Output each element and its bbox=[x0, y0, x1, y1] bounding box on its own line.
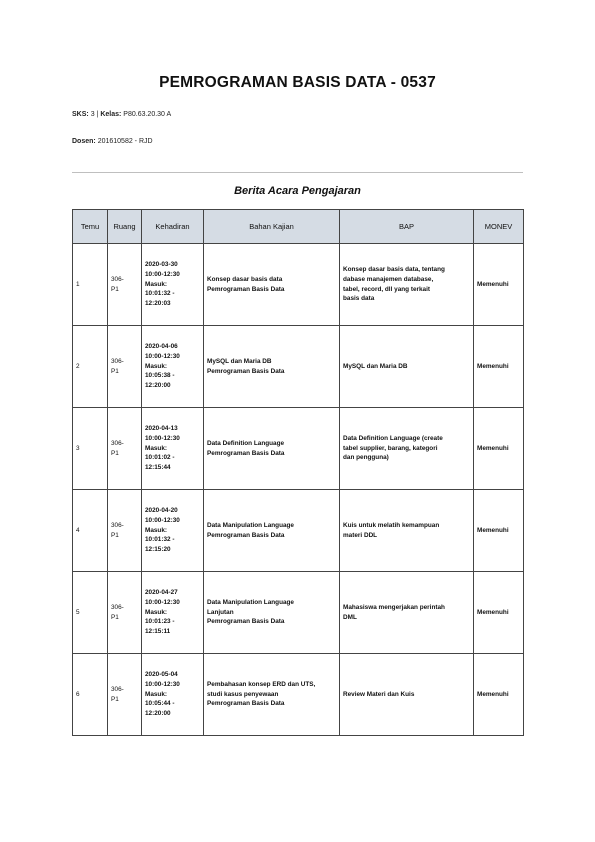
table-header-row bbox=[73, 210, 524, 244]
lecturer-meta bbox=[72, 138, 153, 145]
kehadiran-line: 2020-03-30 bbox=[145, 260, 178, 268]
ruang-line: 306- bbox=[111, 275, 124, 283]
bahan-line: Pemrograman Basis Data bbox=[207, 449, 285, 457]
kehadiran-line: 10:01:32 - bbox=[145, 290, 175, 298]
cell-temu: 2 bbox=[73, 326, 108, 408]
divider bbox=[72, 172, 523, 173]
cell-bahan-kajian bbox=[204, 244, 340, 326]
kehadiran-line: 10:01:32 - bbox=[145, 536, 175, 544]
table-row bbox=[73, 326, 524, 408]
cell-temu: 6 bbox=[73, 654, 108, 736]
ruang-line: 306- bbox=[111, 521, 124, 529]
cell-kehadiran bbox=[142, 244, 204, 326]
header-temu: Temu bbox=[73, 210, 108, 244]
bap-line: dabase manajemen database, bbox=[343, 275, 434, 283]
cell-temu: 3 bbox=[73, 408, 108, 490]
bahan-line: Pemrograman Basis Data bbox=[207, 531, 285, 539]
bahan-line: Data Definition Language bbox=[207, 439, 285, 447]
ruang-line: P1 bbox=[111, 367, 119, 375]
ruang-line: 306- bbox=[111, 685, 124, 693]
bap-line: tabel, record, dll yang terkait bbox=[343, 285, 431, 293]
cell-ruang bbox=[108, 244, 142, 326]
cell-temu: 5 bbox=[73, 572, 108, 654]
table-row bbox=[73, 244, 524, 326]
bahan-line: studi kasus penyewaan bbox=[207, 690, 279, 698]
cell-bahan-kajian bbox=[204, 408, 340, 490]
kehadiran-line: 12:20:03 bbox=[145, 300, 171, 308]
ruang-line: P1 bbox=[111, 285, 119, 293]
cell-monev: Memenuhi bbox=[474, 244, 524, 326]
kehadiran-line: Masuk: bbox=[145, 444, 168, 452]
ruang-line: 306- bbox=[111, 357, 124, 365]
bap-line: materi DDL bbox=[343, 531, 378, 539]
cell-kehadiran bbox=[142, 408, 204, 490]
bahan-line: Konsep dasar basis data bbox=[207, 275, 283, 283]
ruang-line: P1 bbox=[111, 695, 119, 703]
meta-separator: | bbox=[96, 111, 99, 118]
bahan-line: Data Manipulation Language bbox=[207, 521, 294, 529]
cell-bap bbox=[340, 654, 474, 736]
cell-monev: Memenuhi bbox=[474, 654, 524, 736]
header-bahan-kajian: Bahan Kajian bbox=[204, 210, 340, 244]
kehadiran-line: 10:01:02 - bbox=[145, 454, 175, 462]
kehadiran-line: 10:00-12:30 bbox=[145, 516, 180, 524]
kehadiran-line: 2020-04-20 bbox=[145, 506, 178, 514]
header-kehadiran: Kehadiran bbox=[142, 210, 204, 244]
cell-bap bbox=[340, 490, 474, 572]
cell-temu: 4 bbox=[73, 490, 108, 572]
table-row bbox=[73, 490, 524, 572]
cell-ruang bbox=[108, 654, 142, 736]
page-title: PEMROGRAMAN BASIS DATA - 0537 bbox=[159, 74, 436, 91]
kelas-label: Kelas: bbox=[100, 111, 122, 118]
section-title: Berita Acara Pengajaran bbox=[234, 185, 361, 197]
header-ruang: Ruang bbox=[108, 210, 142, 244]
kehadiran-line: 2020-04-06 bbox=[145, 342, 178, 350]
kehadiran-line: 10:05:38 - bbox=[145, 372, 175, 380]
kehadiran-line: 12:15:11 bbox=[145, 628, 171, 636]
sks-value: 3 bbox=[90, 111, 95, 118]
bahan-line: Pemrograman Basis Data bbox=[207, 618, 285, 626]
bahan-line: Pembahasan konsep ERD dan UTS, bbox=[207, 680, 316, 688]
table-row bbox=[73, 572, 524, 654]
cell-monev: Memenuhi bbox=[474, 326, 524, 408]
bahan-line: Lanjutan bbox=[207, 608, 234, 616]
cell-bap bbox=[340, 244, 474, 326]
bap-line: MySQL dan Maria DB bbox=[343, 362, 408, 370]
kehadiran-line: Masuk: bbox=[145, 690, 168, 698]
cell-ruang bbox=[108, 572, 142, 654]
cell-bap bbox=[340, 326, 474, 408]
kehadiran-line: 10:00-12:30 bbox=[145, 434, 180, 442]
kehadiran-line: 2020-04-27 bbox=[145, 588, 178, 596]
table-row bbox=[73, 654, 524, 736]
kehadiran-line: 10:00-12:30 bbox=[145, 352, 180, 360]
kehadiran-line: Masuk: bbox=[145, 526, 168, 534]
cell-monev: Memenuhi bbox=[474, 490, 524, 572]
table-row bbox=[73, 408, 524, 490]
cell-monev: Memenuhi bbox=[474, 408, 524, 490]
cell-bahan-kajian bbox=[204, 326, 340, 408]
kehadiran-line: Masuk: bbox=[145, 280, 168, 288]
cell-kehadiran bbox=[142, 572, 204, 654]
bap-line: tabel supplier, barang, kategori bbox=[343, 444, 438, 452]
bap-line: Data Definition Language (create bbox=[343, 434, 443, 442]
dosen-value: 201610582 - RJD bbox=[97, 138, 153, 145]
bap-line: Konsep dasar basis data, tentang bbox=[343, 265, 445, 273]
cell-bap bbox=[340, 572, 474, 654]
sks-label: SKS: bbox=[72, 111, 89, 118]
cell-temu: 1 bbox=[73, 244, 108, 326]
kehadiran-line: Masuk: bbox=[145, 608, 168, 616]
bahan-line: Pemrograman Basis Data bbox=[207, 285, 285, 293]
header-monev: MONEV bbox=[474, 210, 524, 244]
ruang-line: P1 bbox=[111, 449, 119, 457]
course-meta bbox=[72, 111, 171, 118]
bahan-line: MySQL dan Maria DB bbox=[207, 357, 272, 365]
bap-line: basis data bbox=[343, 295, 375, 303]
kehadiran-line: 10:00-12:30 bbox=[145, 270, 180, 278]
ruang-line: 306- bbox=[111, 603, 124, 611]
cell-bahan-kajian bbox=[204, 490, 340, 572]
kehadiran-line: 12:20:00 bbox=[145, 382, 171, 390]
cell-ruang bbox=[108, 326, 142, 408]
bap-line: Kuis untuk melatih kemampuan bbox=[343, 521, 440, 529]
cell-bahan-kajian bbox=[204, 654, 340, 736]
dosen-label: Dosen: bbox=[72, 138, 96, 145]
kehadiran-line: 10:00-12:30 bbox=[145, 598, 180, 606]
cell-monev: Memenuhi bbox=[474, 572, 524, 654]
kehadiran-line: 12:15:20 bbox=[145, 546, 171, 554]
bahan-line: Pemrograman Basis Data bbox=[207, 700, 285, 708]
bap-line: Review Materi dan Kuis bbox=[343, 690, 415, 698]
cell-kehadiran bbox=[142, 490, 204, 572]
kehadiran-line: 10:05:44 - bbox=[145, 700, 175, 708]
kehadiran-line: 2020-04-13 bbox=[145, 424, 178, 432]
kehadiran-line: 2020-05-04 bbox=[145, 670, 178, 678]
cell-kehadiran bbox=[142, 326, 204, 408]
cell-ruang bbox=[108, 408, 142, 490]
cell-bap bbox=[340, 408, 474, 490]
kehadiran-line: 12:20:00 bbox=[145, 710, 171, 718]
bap-line: DML bbox=[343, 613, 357, 621]
cell-bahan-kajian bbox=[204, 572, 340, 654]
ruang-line: P1 bbox=[111, 531, 119, 539]
kehadiran-line: 10:00-12:30 bbox=[145, 680, 180, 688]
bahan-line: Data Manipulation Language bbox=[207, 598, 294, 606]
bahan-line: Pemrograman Basis Data bbox=[207, 367, 285, 375]
kehadiran-line: Masuk: bbox=[145, 362, 168, 370]
teaching-record-table bbox=[72, 209, 524, 736]
bap-line: dan pengguna) bbox=[343, 454, 389, 462]
kehadiran-line: 10:01:23 - bbox=[145, 618, 175, 626]
ruang-line: 306- bbox=[111, 439, 124, 447]
kehadiran-line: 12:15:44 bbox=[145, 464, 171, 472]
ruang-line: P1 bbox=[111, 613, 119, 621]
cell-ruang bbox=[108, 490, 142, 572]
bap-line: Mahasiswa mengerjakan perintah bbox=[343, 603, 445, 611]
cell-kehadiran bbox=[142, 654, 204, 736]
header-bap: BAP bbox=[340, 210, 474, 244]
kelas-value: P80.63.20.30 A bbox=[123, 111, 172, 118]
